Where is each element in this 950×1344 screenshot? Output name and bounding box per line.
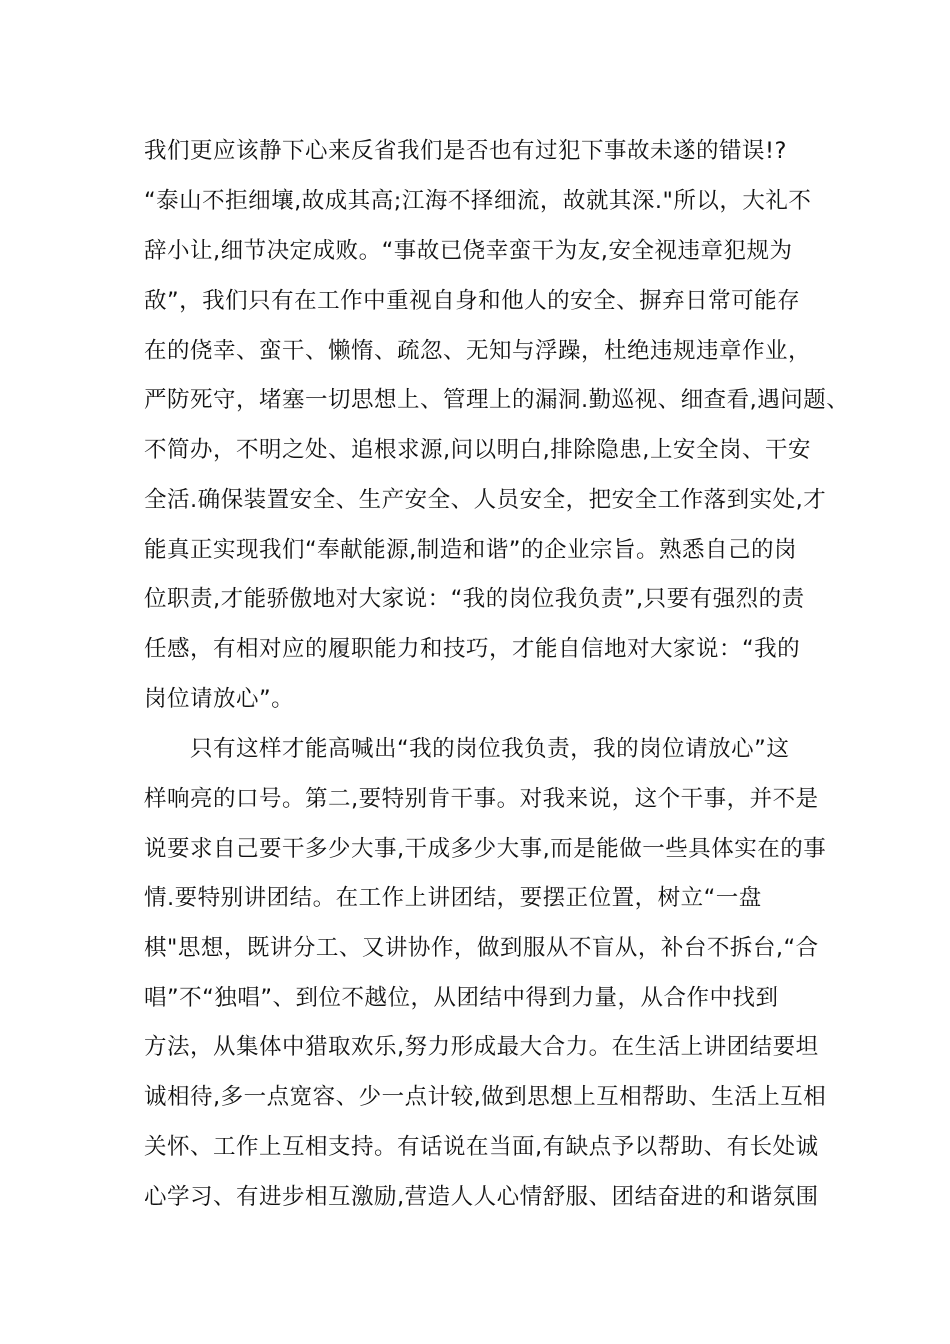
- text-line: 岗位请放心”。: [144, 686, 295, 712]
- text-line: 诚相待,多一点宽容、少一点计较,做到思想上互相帮助、生活上互相: [144, 1084, 827, 1110]
- text-line: 情.要特别讲团结。在工作上讲团结，要摆正位置，树立“一盘: [144, 885, 762, 911]
- text-line: 严防死守，堵塞一切思想上、管理上的漏洞.勤巡视、细查看,遇问题、: [144, 387, 850, 413]
- paragraph-first-line: 只有这样才能高喊出“我的岗位我负责，我的岗位请放心”这: [190, 736, 790, 762]
- text-line: 说要求自己要干多少大事,干成多少大事,而是能做一些具体实在的事: [144, 836, 827, 862]
- text-line: 关怀、工作上互相支持。有话说在当面,有缺点予以帮助、有长处诚: [144, 1134, 819, 1160]
- text-line: 我们更应该静下心来反省我们是否也有过犯下事故未遂的错误!?: [144, 138, 787, 164]
- text-line: 棋"思想，既讲分工、又讲协作，做到服从不盲从，补台不拆台,“合: [144, 935, 819, 961]
- text-line: 在的侥幸、蛮干、懒惰、疏忽、无知与浮躁，杜绝违规违章作业，: [144, 338, 812, 364]
- text-line: 辞小让,细节决定成败。“事故已侥幸蛮干为友,安全视违章犯规为: [144, 238, 793, 264]
- text-line: 位职责,才能骄傲地对大家说：“我的岗位我负责”,只要有强烈的责: [144, 586, 805, 612]
- text-line: “泰山不拒细壤,故成其高;江海不择细流，故就其深."所以，大礼不: [144, 188, 812, 214]
- text-line: 唱”不“独唱”、到位不越位，从团结中得到力量，从合作中找到: [144, 985, 779, 1011]
- text-line: 方法，从集体中猎取欢乐,努力形成最大合力。在生活上讲团结要坦: [144, 1034, 819, 1060]
- text-line: 心学习、有进步相互激励,营造人人心情舒服、团结奋进的和谐氛围: [144, 1184, 819, 1210]
- text-line: 不简办，不明之处、追根求源,问以明白,排除隐患,上安全岗、干安: [144, 437, 811, 463]
- text-line: 任感，有相对应的履职能力和技巧，才能自信地对大家说：“我的: [144, 636, 801, 662]
- text-line: 敌”，我们只有在工作中重视自身和他人的安全、摒弃日常可能存: [144, 288, 801, 314]
- text-line: 能真正实现我们“奉献能源,制造和谐”的企业宗旨。熟悉自己的岗: [144, 537, 797, 563]
- text-line: 样响亮的口号。第二,要特别肯干事。对我来说，这个干事，并不是: [144, 786, 819, 812]
- text-line: 全活.确保装置安全、生产安全、人员安全，把安全工作落到实处,才: [144, 487, 827, 513]
